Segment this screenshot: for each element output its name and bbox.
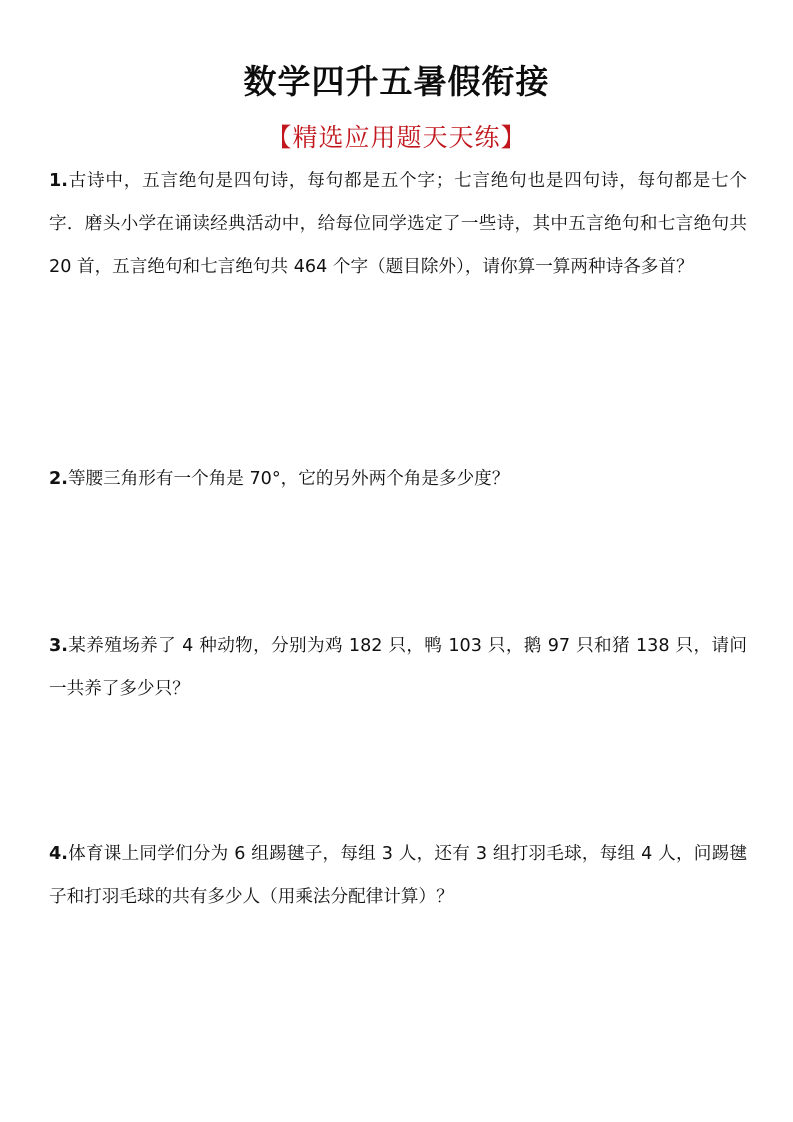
question-3: [49, 625, 747, 711]
question-text: 古诗中，五言绝句是四句诗，每句都是五个字；七言绝句也是四句诗，每句都是七个字．磨头小学在诵读经典活动中，给每位同学选定了一些诗，其中五言绝句和七言绝句共 20 首，五言绝句和七言绝句共 464 个字（题目除外），请你算一算两种诗各多首？: [49, 171, 747, 277]
question-number: 3.: [49, 636, 68, 656]
question-text: 体育课上同学们分为 6 组踢毽子，每组 3 人，还有 3 组打羽毛球，每组 4 人，问踢毽子和打羽毛球的共有多少人（用乘法分配律计算）？: [49, 844, 747, 907]
question-number: 2.: [49, 469, 68, 489]
question-text: 某养殖场养了 4 种动物，分别为鸡 182 只，鸭 103 只，鹅 97 只和猪 138 只，请问一共养了多少只？: [49, 636, 747, 699]
page-subtitle: 【精选应用题天天练】: [266, 123, 527, 152]
question-4: [49, 833, 747, 919]
question-number: 4.: [49, 844, 68, 864]
page-title: 数学四升五暑假衔接: [243, 62, 550, 101]
question-2: [49, 458, 747, 501]
question-text: 等腰三角形有一个角是 70°，它的另外两个角是多少度？: [67, 469, 510, 489]
question-number: 1.: [49, 171, 68, 191]
question-1: [49, 160, 747, 289]
